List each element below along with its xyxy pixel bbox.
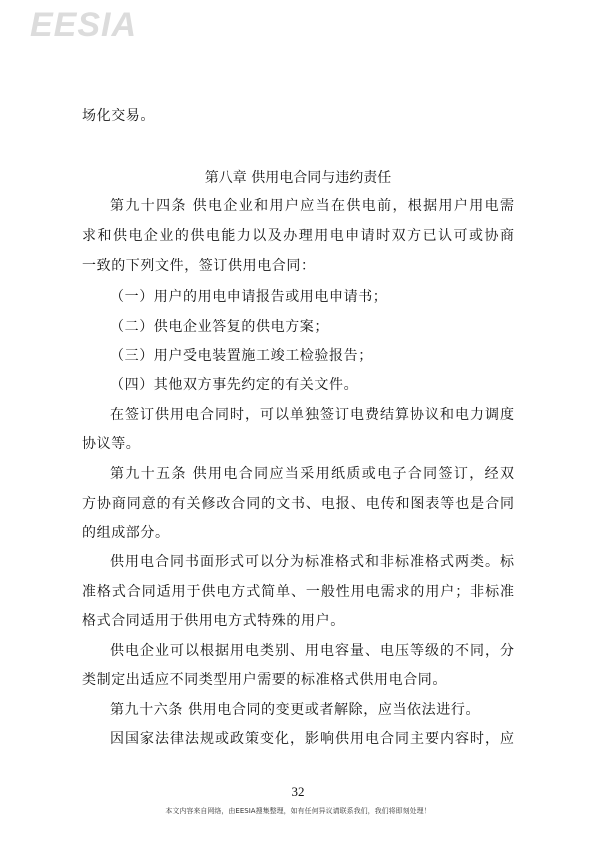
text-line: 的组成部分。	[82, 525, 170, 541]
text-line: 方协商同意的有关修改合同的文书、电报、电传和图表等也是合同	[82, 496, 514, 512]
list-item: （一）用户的用电申请报告或用电申请书；	[110, 289, 388, 305]
text-line: 在签订供用电合同时，可以单独签订电费结算协议和电力调度	[110, 407, 514, 423]
text-line: 准格式合同适用于供电方式简单、一般性用电需求的用户；非标准	[82, 584, 514, 600]
article-94-label: 第九十四条	[110, 198, 187, 214]
text-line: 格式合同适用于供用电方式特殊的用户。	[82, 613, 345, 629]
list-item: （二）供电企业答复的供电方案；	[110, 319, 329, 335]
article-96-label: 第九十六条	[110, 702, 183, 718]
eesia-logo: EESIA	[30, 6, 138, 44]
article-95-first-line	[110, 464, 514, 484]
text-line: 类制定出适应不同类型用户需要的标准格式供用电合同。	[82, 672, 447, 688]
article-96-text: 供用电合同的变更或者解除，应当依法进行。	[188, 702, 481, 718]
text-line: 求和供电企业的供电能力以及办理用电申请时双方已认可或协商	[82, 228, 514, 244]
article-96-first-line	[110, 700, 480, 720]
text-line: 供电企业可以根据用电类别、用电容量、电压等级的不同，分	[110, 643, 514, 659]
footer-note: 本文内容来自网络，由EESIA搜集整理，如有任何异议请联系我们，我们将即刻处理！	[165, 807, 431, 815]
article-95-label: 第九十五条	[110, 466, 187, 482]
list-item: （四）其他双方事先约定的有关文件。	[110, 377, 359, 393]
chapter-title: 第八章 供用电合同与违约责任	[204, 170, 392, 186]
list-item: （三）用户受电装置施工竣工检验报告；	[110, 348, 373, 364]
text-line: 因国家法律法规或政策变化，影响供用电合同主要内容时，应	[110, 731, 514, 747]
text-line: 供用电合同书面形式可以分为标准格式和非标准格式两类。标	[110, 554, 514, 570]
text-line: 协议等。	[82, 436, 141, 452]
page-number: 32	[291, 784, 305, 799]
article-94-first-line	[110, 196, 514, 216]
text-line: 一致的下列文件，签订供用电合同：	[82, 258, 316, 274]
text-line: 场化交易。	[82, 108, 155, 124]
article-94-text: 供电企业和用户应当在供电前，根据用户用电需	[192, 198, 515, 214]
article-95-text: 供用电合同应当采用纸质或电子合同签订，经双	[192, 466, 515, 482]
